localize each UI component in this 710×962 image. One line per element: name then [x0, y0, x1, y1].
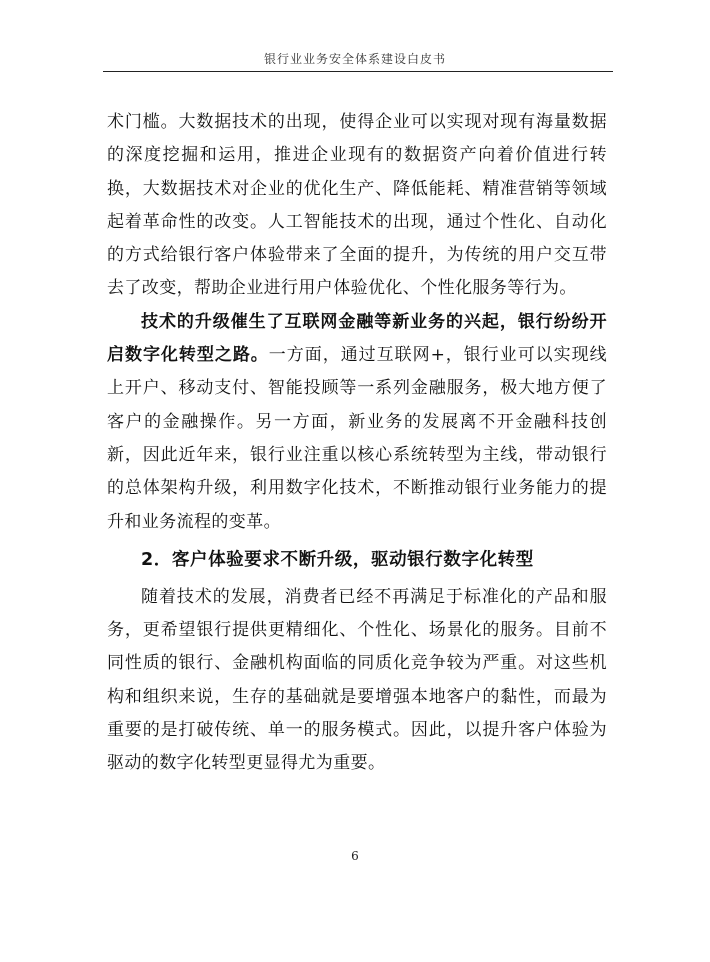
paragraph-2-lead: 技术的升级催生了互联网金融等新业务的兴起，银行纷纷开启数字化转型之路。 [107, 311, 607, 366]
paragraph-2-rest: 一方面，通过互联网+，银行业可以实现线上开户、移动支付、智能投顾等一系列金融服务，极大地方便了客户的金融操作。另一方面，新业务的发展离不开金融科技创新，因此近年来，银行业注重以核心系统转型为主线，带动银行的总体架构升级，利用数字化技术，不断推动银行业务能力的提升和业务流程的变革。 [107, 345, 608, 532]
running-header: 银行业业务安全体系建设白皮书 [263, 52, 446, 66]
paragraph-1: 术门槛。大数据技术的出现，使得企业可以实现对现有海量数据的深度挖掘和运用，推进企业现有的数据资产向着价值进行转换，大数据技术对企业的优化生产、降低能耗、精准营销等领域起着革命性的改变。人工智能技术的出现，通过个性化、自动化的方式给银行客户体验带来了全面的提升，为传统的用户交互带去了改变，帮助企业进行用户体验优化、个性化服务等行为。 [107, 112, 607, 299]
header-divider [103, 71, 613, 72]
paragraph-3: 随着技术的发展，消费者已经不再满足于标准化的产品和服务，更希望银行提供更精细化、个性化、场景化的服务。目前不同性质的银行、金融机构面临的同质化竞争较为严重。对这些机构和组织来说，生存的基础就是要增强本地客户的黏性，而最为重要的是打破传统、单一的服务模式。因此，以提升客户体验为驱动的数字化转型更显得尤为重要。 [107, 586, 607, 774]
paragraph-2 [107, 306, 607, 539]
section-heading: 2．客户体验要求不断升级，驱动银行数字化转型 [141, 549, 534, 570]
page-number: 6 [351, 849, 359, 863]
body-text [107, 106, 607, 781]
